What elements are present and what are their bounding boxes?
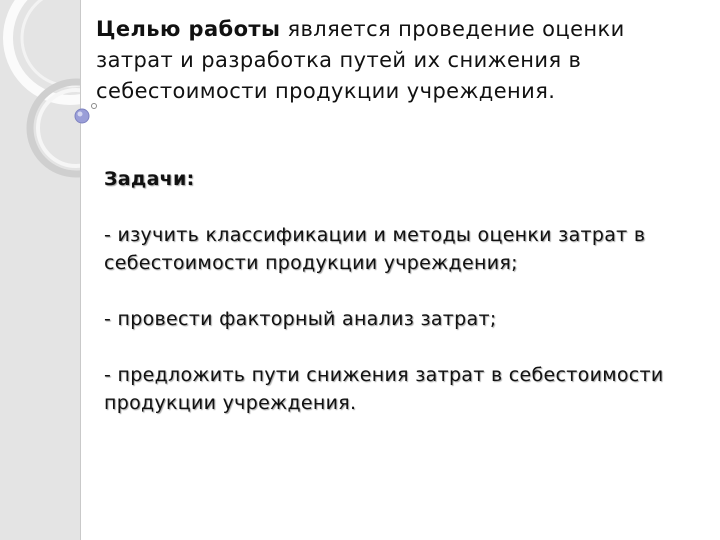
tasks-heading: Задачи: [104,168,195,190]
objective-paragraph [96,14,706,107]
decorative-side-panel [0,0,81,540]
decorative-circles [0,0,80,540]
objective-bold-label: Целью работы [96,17,281,41]
task-item: - изучить классификации и методы оценки затрат в себестоимости продукции учреждения; [104,224,646,274]
objective-text: является проведение оценки затрат и разработка путей их снижения в себестоимости продукции учреждения. [96,17,625,103]
task-item: - предложить пути снижения затрат в себестоимости продукции учреждения. [104,364,664,414]
task-item: - провести факторный анализ затрат; [104,308,497,330]
tasks-block [104,165,704,417]
deco-ring-inner [22,0,80,86]
